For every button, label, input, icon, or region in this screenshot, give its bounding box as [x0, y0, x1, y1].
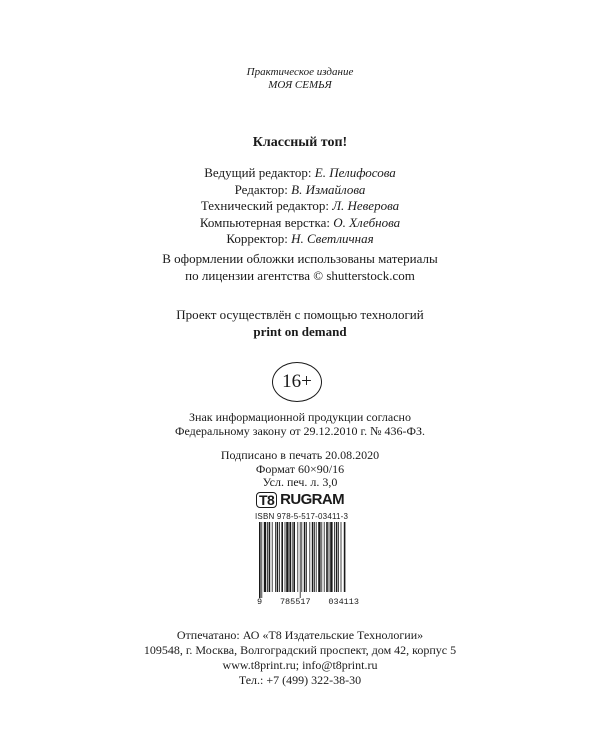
publication-line: Усл. печ. л. 3,0 [262, 475, 338, 489]
project-note [0, 307, 600, 340]
law-notice-line: Знак информационной продукции согласно [189, 410, 411, 424]
law-notice [0, 410, 600, 438]
printer-info [0, 628, 600, 688]
cover-credit-line: В оформлении обложки использованы материалы [162, 251, 438, 266]
staff-role: Корректор: [226, 231, 288, 246]
project-tech: print on demand [253, 323, 347, 339]
staff-row [0, 182, 600, 199]
barcode-digit-group: 785517 [279, 597, 311, 607]
law-notice-line: Федеральному закону от 29.12.2010 г. № 436-ФЗ. [174, 424, 426, 438]
staff-role: Редактор: [234, 181, 288, 197]
rugram-logo [256, 491, 344, 508]
printer-line: www.t8print.ru; info@t8print.ru [222, 658, 378, 672]
staff-row [0, 231, 600, 248]
staff-role: Технический редактор: [200, 198, 329, 213]
staff-name: Л. Неверова [332, 198, 400, 213]
publication-info [0, 449, 600, 490]
staff-name: В. Измайлова [291, 181, 366, 197]
barcode-digit-group: 9 [257, 597, 263, 607]
printer-line: Отпечатано: АО «Т8 Издательские Технологии» [176, 628, 424, 642]
age-rating-badge: 16+ [272, 362, 322, 402]
staff-row [0, 165, 600, 182]
series-block [0, 66, 600, 92]
barcode-digits [255, 597, 361, 607]
barcode-image [255, 522, 361, 598]
series-name: МОЯ СЕМЬЯ [268, 79, 332, 91]
logo-mark: T8 [256, 492, 277, 508]
staff-row [0, 198, 600, 215]
project-line: Проект осуществлён с помощью технологий [176, 307, 424, 322]
staff-name: Е. Пелифосова [314, 165, 396, 180]
editorial-staff [0, 165, 600, 248]
logo-name: RUGRAM [280, 491, 345, 508]
barcode-digit-group: 034113 [328, 597, 359, 607]
printer-line: 109548, г. Москва, Волгоградский проспект, дом 42, корпус 5 [143, 643, 457, 657]
staff-row [0, 215, 600, 232]
publication-line: Формат 60×90/16 [255, 461, 345, 476]
staff-role: Ведущий редактор: [204, 165, 312, 180]
printer-line: Тел.: +7 (499) 322-38-30 [238, 673, 362, 687]
staff-role: Компьютерная верстка: [199, 214, 330, 230]
series-label: Практическое издание [246, 66, 354, 78]
staff-name: О. Хлебнова [333, 214, 401, 230]
staff-name: Н. Светличная [291, 231, 374, 246]
cover-credit-line: по лицензии агентства © shutterstock.com [185, 267, 415, 283]
cover-credit [0, 251, 600, 284]
publication-line: Подписано в печать 20.08.2020 [220, 448, 380, 462]
book-title: Классный топ! [252, 135, 348, 150]
isbn-barcode-block [255, 512, 361, 607]
isbn-label: ISBN 978-5-517-03411-3 [255, 512, 349, 521]
